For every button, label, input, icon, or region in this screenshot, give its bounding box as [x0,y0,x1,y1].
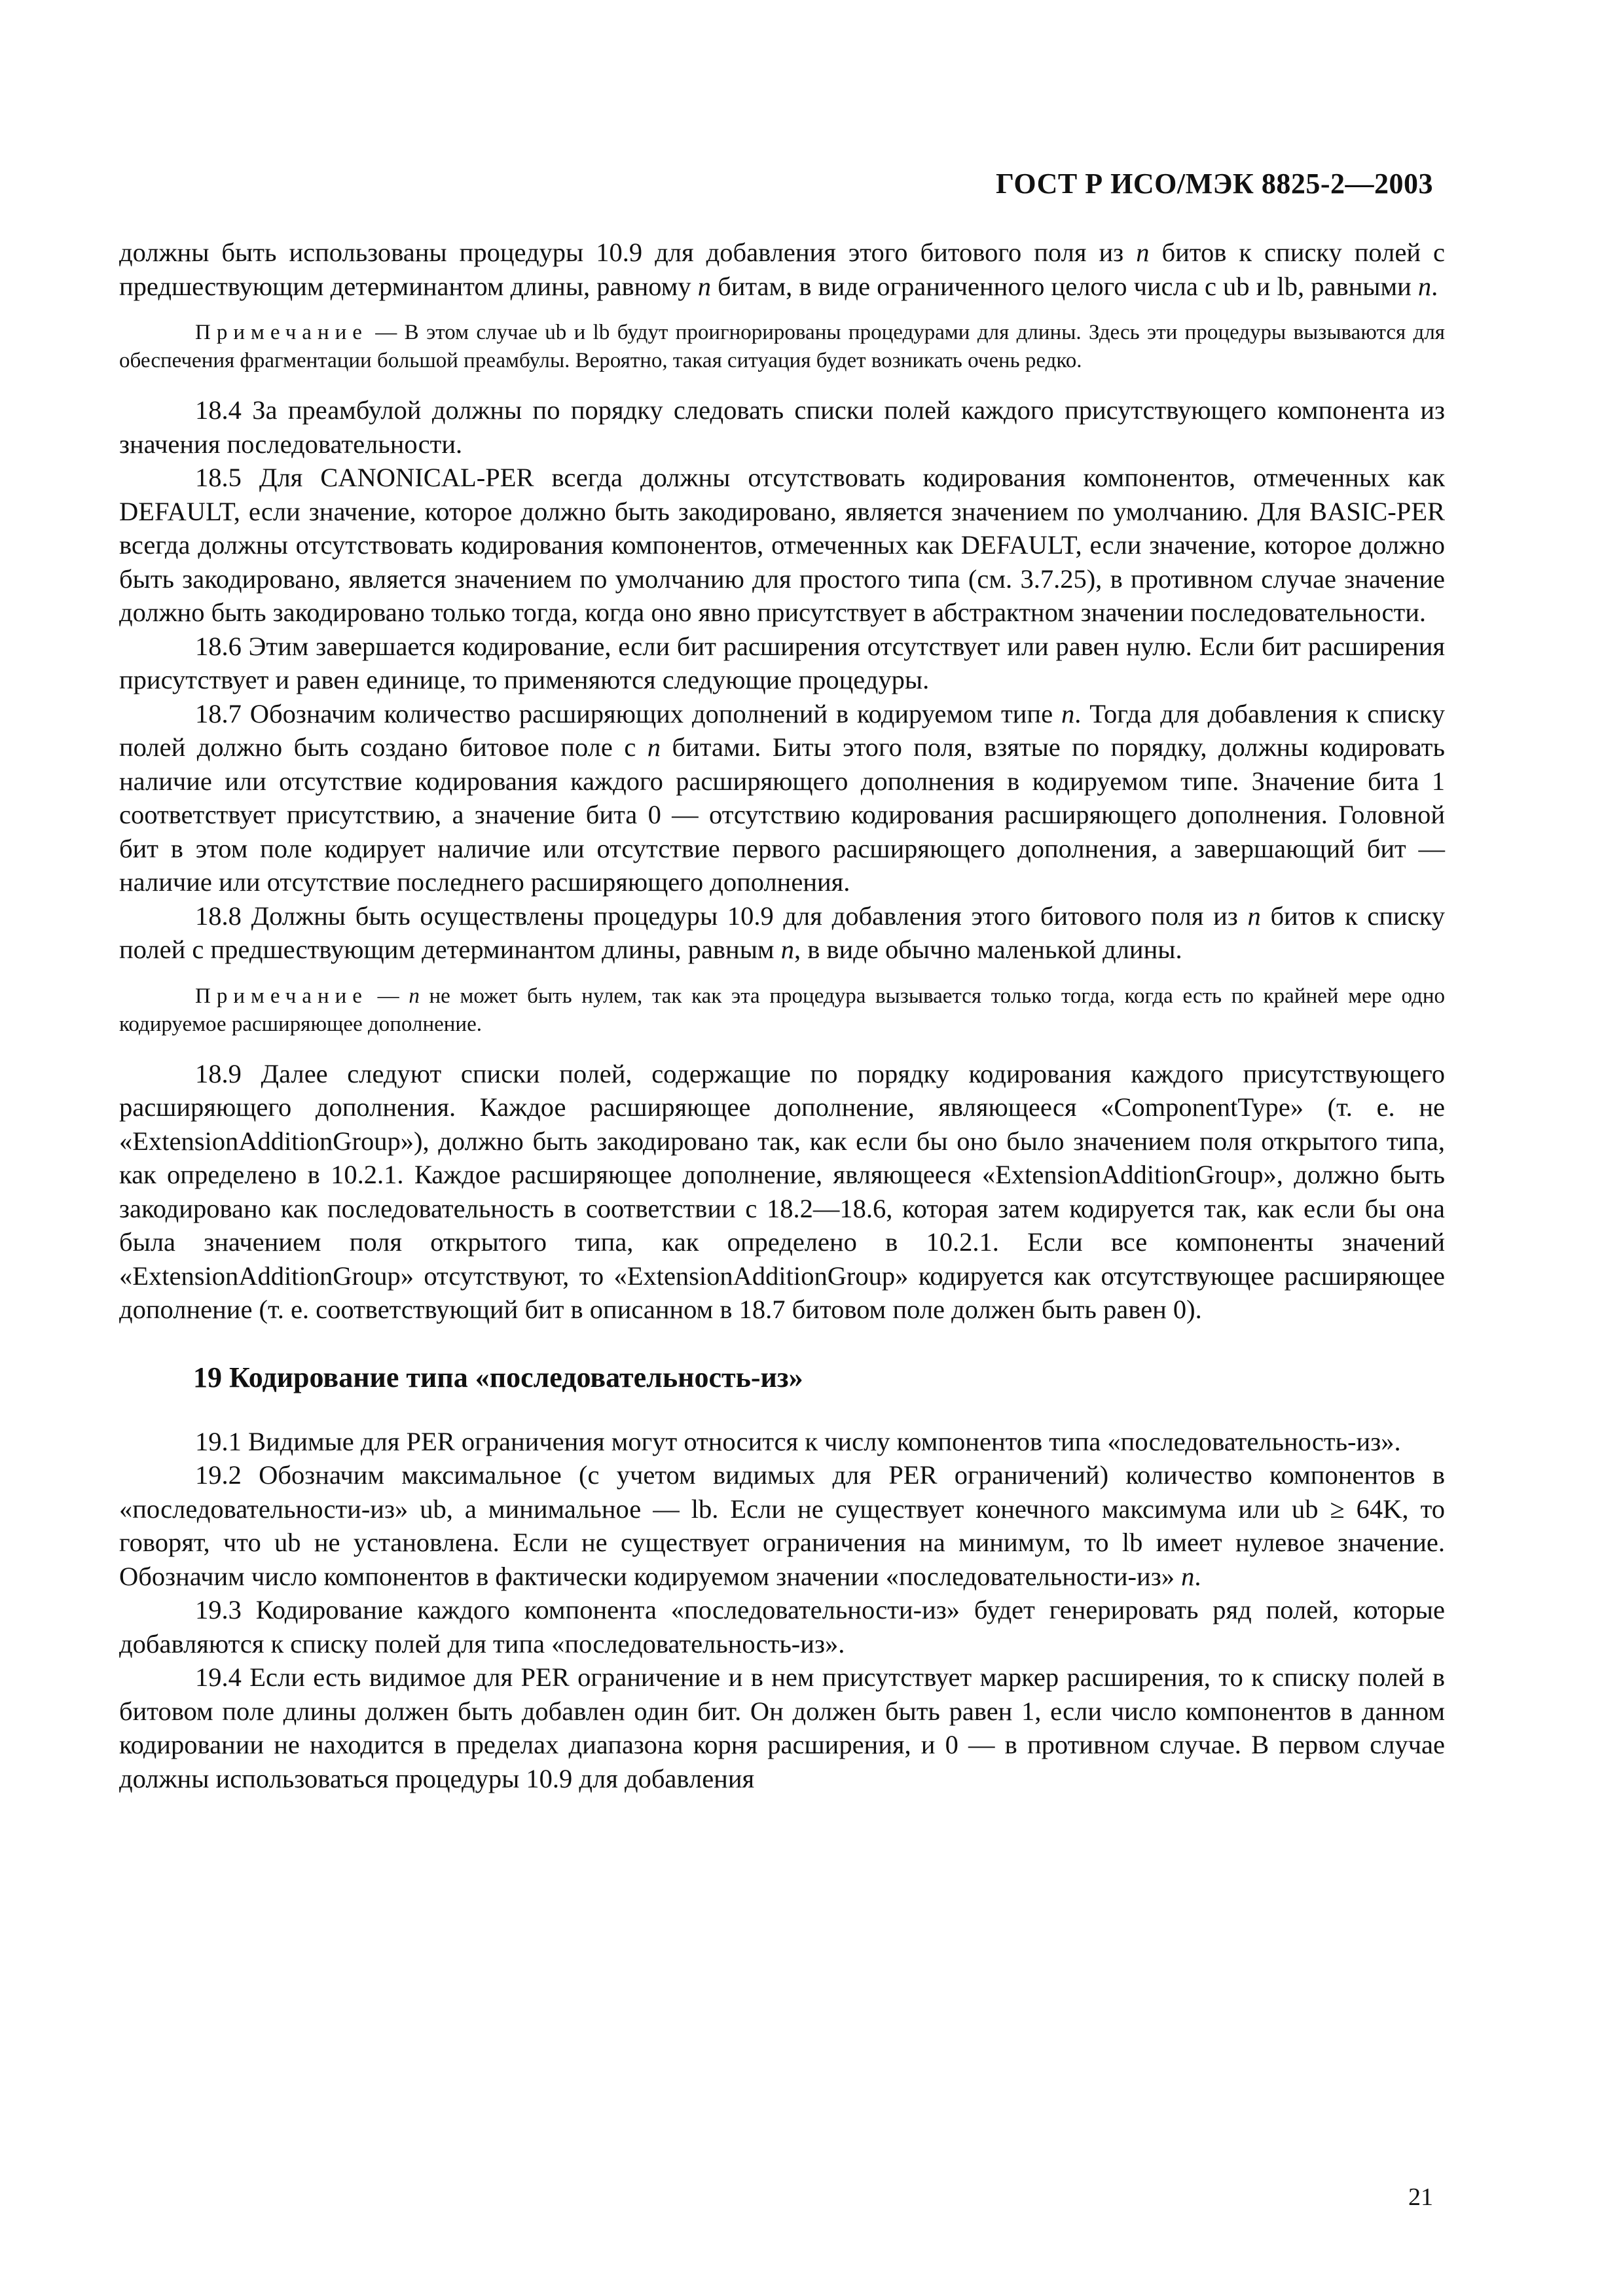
paragraph-19-4: 19.4 Если есть видимое для PER ограничение и в нем присутствует маркер расширения, то к списку полей в битовом поле длины должен быть добавлен один бит. Он должен быть равен 1, если число компонентов в данном кодировании не находится в пределах диапазона корня расширения, и 0 — в противном случае. В первом случае должны использоваться процедуры 10.9 для добавления [119,1662,1445,1793]
paragraph-19-1: 19.1 Видимые для PER ограничения могут относится к числу компонентов типа «последовательность-из». [195,1426,1401,1456]
page-header: ГОСТ Р ИСО/МЭК 8825-2—2003 [995,168,1433,200]
paragraph-18-9: 18.9 Далее следуют списки полей, содержащие по порядку кодирования каждого присутствующего расширяющего дополнения. Каждое расширяющее дополнение, являющееся «ComponentType» (т. е. не «ExtensionAdditionGroup»), должно быть закодировано так, как если бы оно было значением поля открытого типа, как определено в 10.2.1. Каждое расширяющее дополнение, являющееся «ExtensionAdditionGroup», должно быть закодировано как последовательность в соответствии с 18.2—18.6, которая затем кодируется так, как если бы она была значением поля открытого типа, как определено в 10.2.1. Если все компоненты значений «ExtensionAdditionGroup» отсутствуют, то «ExtensionAdditionGroup» кодируется как отсутствующее расширяющее дополнение (т. е. соответствующий бит в описанном в 18.7 битовом поле должен быть равен 0). [119,1058,1445,1324]
page-number: 21 [1408,2183,1433,2211]
paragraph-19-3: 19.3 Кодирование каждого компонента «последовательности-из» будет генерировать ряд полей, которые добавляются к списку полей для типа «последовательность-из». [119,1595,1445,1659]
note-2: Примечание — n не может быть нулем, так как эта процедура вызывается только тогда, когда есть по крайней мере одно кодируемое расширяющее дополнение. [119,984,1445,1036]
paragraph-18-6: 18.6 Этим завершается кодирование, если бит расширения отсутствует или равен нулю. Если бит расширения присутствует и равен единице, то применяются следующие процедуры. [119,631,1445,694]
paragraph-18-7: 18.7 Обозначим количество расширяющих дополнений в кодируемом типе n. Тогда для добавления к списку полей должно быть создано битовое поле с n битами. Биты этого поля, взятые по порядку, должны кодировать наличие или отсутствие кодирования каждого расширяющего дополнения в кодируемом типе. Значение бита 1 соответствует присутствию, а значение бита 0 — отсутствию кодирования расширяющего дополнения. Головной бит в этом поле кодирует наличие или отсутствие первого расширяющего дополнения, а завершающий бит — наличие или отсутствие последнего расширяющего дополнения. [119,698,1445,897]
note-1: Примечание — В этом случае ub и lb будут проигнорированы процедурами для длины. Здесь эти процедуры вызываются для обеспечения фрагментации большой преамбулы. Вероятно, такая ситуация будет возникать очень редко. [119,321,1445,372]
paragraph-19-2: 19.2 Обозначим максимальное (с учетом видимых для PER ограничений) количество компонентов в «последовательности-из» ub, а минимальное — lb. Если не существует конечного максимума или ub ≥ 64K, то говорят, что ub не установлена. Если не существует ограничения на минимум, то lb имеет нулевое значение. Обозначим число компонентов в фактически кодируемом значении «последовательности-из» n. [119,1460,1445,1591]
paragraph-continuation: должны быть использованы процедуры 10.9 для добавления этого битового поля из n битов к списку полей с предшествующим детерминантом длины, равному n битам, в виде ограниченного целого числа с ub и lb, равными n. [119,238,1445,301]
body-text [119,236,1445,1795]
paragraph-18-8: 18.8 Должны быть осуществлены процедуры 10.9 для добавления этого битового поля из n битов к списку полей с предшествующим детерминантом длины, равным n, в виде обычно маленькой длины. [119,901,1445,964]
paragraph-18-5: 18.5 Для CANONICAL-PER всегда должны отсутствовать кодирования компонентов, отмеченных как DEFAULT, если значение, которое должно быть закодировано, является значением по умолчанию. Для BASIC-PER всегда должны отсутствовать кодирования компонентов, отмеченных как DEFAULT, если значение, которое должно быть закодировано, является значением по умолчанию для простого типа (см. 3.7.25), в противном случае значение должно быть закодировано только тогда, когда оно явно присутствует в абстрактном значении последовательности. [119,463,1445,627]
paragraph-18-4: 18.4 За преамбулой должны по порядку следовать списки полей каждого присутствующего компонента из значения последовательности. [119,395,1445,459]
section-heading-19: 19 Кодирование типа «последовательность-из» [193,1361,803,1393]
